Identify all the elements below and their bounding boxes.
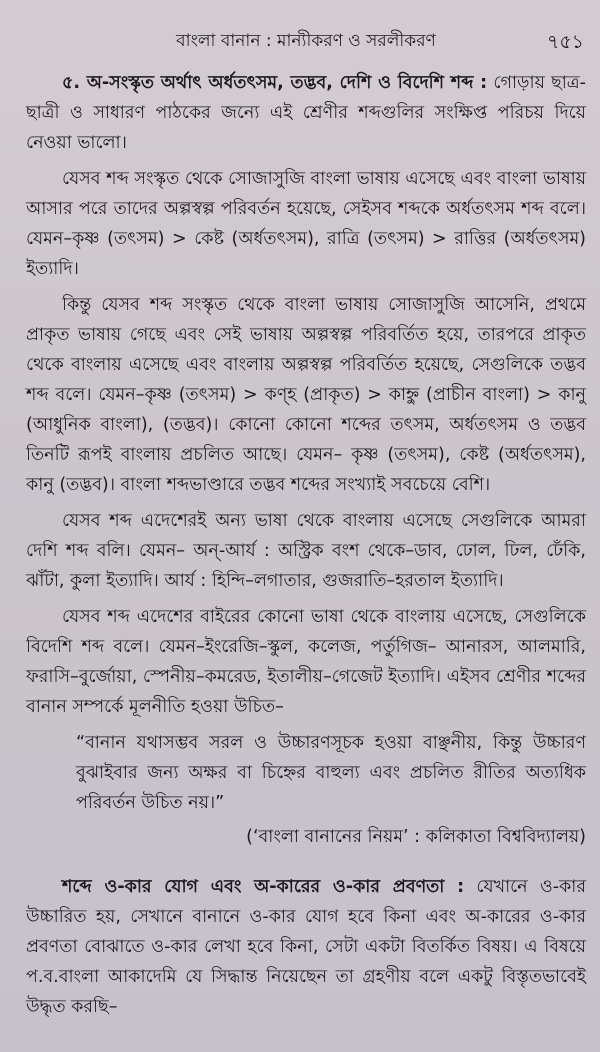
- section-heading: ৫. অ-সংস্কৃত অর্থাৎ অর্ধতৎসম, তদ্ভব, দেশি ও বিদেশি শব্দ :: [62, 73, 488, 93]
- page-body: [26, 68, 586, 1022]
- section-gap: [26, 852, 586, 866]
- paragraph-ardhatatsama: যেসব শব্দ সংস্কৃত থেকে সোজাসুজি বাংলা ভাষায় এসেছে এবং বাংলা ভাষায় আসার পরে তাদের অল্পস্বল্প পরিবর্তন হয়েছে, সেইসব শব্দকে অর্ধতৎসম শব্দ বলে। যেমন–কৃষ্ণ (তৎসম) > কেষ্ট (অর্ধতৎসম), রাত্রি (তৎসম) > রাত্তির (অর্ধতৎসম) ইত্যাদি।: [26, 169, 586, 279]
- quote-source: (‘বাংলা বানানের নিয়ম’ : কলিকাতা বিশ্ববিদ্যালয়): [246, 827, 586, 847]
- section2-heading: শব্দে ও-কার যোগ এবং অ-কারের ও-কার প্রবণতা :: [62, 877, 465, 897]
- paragraph-deshi: যেসব শব্দ এদেশেরই অন্য ভাষা থেকে বাংলায় এসেছে সেগুলিকে আমরা দেশি শব্দ বলি। যেমন– অন্-আর্য : অস্ট্রিক বংশ থেকে–ডাব, ঢোল, ঢিল, ঢেঁকি, ঝাঁটা, কুলা ইত্যাদি। আর্য : হিন্দি–লগাতার, গুজরাতি–হরতাল ইত্যাদি।: [26, 511, 586, 591]
- header-title: বাংলা বানান : মান্যীকরণ ও সরলীকরণ: [176, 31, 436, 51]
- block-quote: “বানান যথাসম্ভব সরল ও উচ্চারণসূচক হওয়া বাঞ্ছনীয়, কিন্তু উচ্চারণ বুঝাইবার জন্য অক্ষর বা চিহ্নের বাহুল্য এবং প্রচলিত রীতির অত্যধিক পরিবর্তন উচিত নয়।”: [76, 733, 586, 813]
- section2-paragraph: [26, 872, 586, 1022]
- page-number: ৭৫১: [546, 31, 584, 53]
- section-intro-text: গোড়ায় ছাত্র-ছাত্রী ও সাধারণ পাঠকের জন্যে এই শ্রেণীর শব্দগুলির সংক্ষিপ্ত পরিচয় দিয়ে নেওয়া ভালো।: [26, 73, 586, 153]
- section-intro-paragraph: [26, 68, 586, 158]
- paragraph-tadbhava: কিন্তু যেসব শব্দ সংস্কৃত থেকে বাংলা ভাষায় সোজাসুজি আসেনি, প্রথমে প্রাকৃত ভাষায় গেছে এবং সেই ভাষায় অল্পস্বল্প পরিবর্তিত হয়ে, তারপরে প্রাকৃত থেকে বাংলায় এসেছে এবং বাংলায় অল্পস্বল্প পরিবর্তিত হয়েছে, সেগুলিকে তদ্ভব শব্দ বলে। যেমন–কৃষ্ণ (তৎসম) > কণ্হ (প্রাকৃত) > কাহ্নু (প্রাচীন বাংলা) > কানু (আধুনিক বাংলা), (তদ্ভব)। কোনো কোনো শব্দের তৎসম, অর্ধতৎসম ও তদ্ভব তিনটি রূপই বাংলায় প্রচলিত আছে। যেমন– কৃষ্ণ (তৎসম), কেষ্ট (অর্ধতৎসম), কানু (তদ্ভব)। বাংলা শব্দভাণ্ডারে তদ্ভব শব্দের সংখ্যাই সবচেয়ে বেশি।: [26, 295, 586, 495]
- section2-text: যেখানে ও-কার উচ্চারিত হয়, সেখানে বানানে ও-কার যোগ হবে কিনা এবং অ-কারের ও-কার প্রবণতা বোঝাতে ও-কার লেখা হবে কিনা, সেটা একটা বিতর্কিত বিষয়। এ বিষয়ে প.ব.বাংলা আকাদেমি যে সিদ্ধান্ত নিয়েছেন তা গ্রহণীয় বলে একটু বিস্তৃতভাবেই উদ্ধৃত করছি–: [26, 877, 586, 1017]
- paragraph-videshi: যেসব শব্দ এদেশের বাইরের কোনো ভাষা থেকে বাংলায় এসেছে, সেগুলিকে বিদেশি শব্দ বলে। যেমন–ইংরেজি–স্কুল, কলেজ, পর্তুগিজ– আনারস, আলমারি, ফরাসি–বুর্জোয়া, স্পেনীয়–কমরেড, ইতালীয়–গেজেট ইত্যাদি। এইসব শ্রেণীর শব্দের বানান সম্পর্কে মূলনীতি হওয়া উচিত–: [26, 607, 586, 717]
- running-header: [26, 28, 586, 62]
